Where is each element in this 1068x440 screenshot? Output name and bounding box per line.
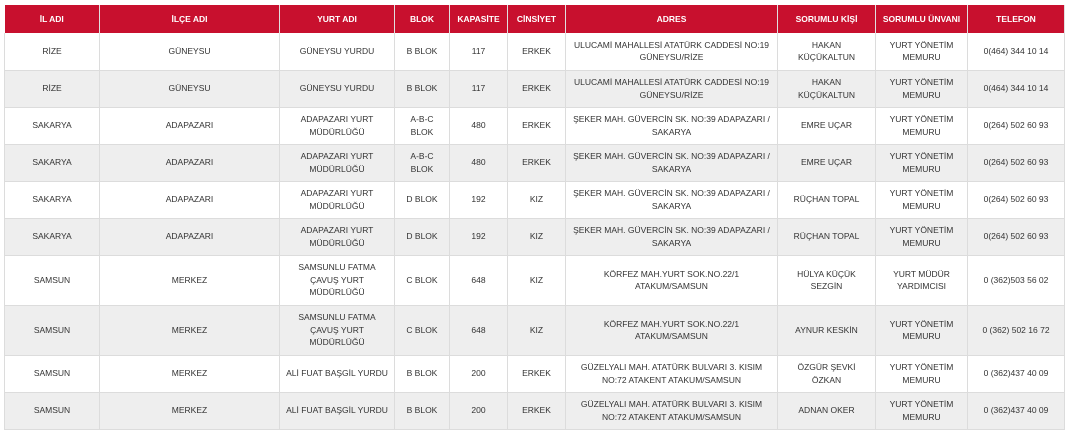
cell-sorumlu-kisi: RÜÇHAN TOPAL — [778, 181, 876, 218]
dormitory-table-container — [4, 5, 1064, 430]
column-adres[interactable]: ADRES — [566, 5, 778, 33]
cell-yurt-adi: SAMSUNLU FATMA ÇAVUŞ YURT MÜDÜRLÜĞÜ — [280, 305, 395, 355]
cell-telefon: 0 (362) 502 16 72 — [968, 305, 1065, 355]
cell-sorumlu-kisi: HAKAN KÜÇÜKALTUN — [778, 33, 876, 70]
cell-ilce-adi: ADAPAZARI — [100, 218, 280, 255]
cell-blok: B BLOK — [395, 355, 450, 392]
cell-yurt-adi: GÜNEYSU YURDU — [280, 70, 395, 107]
cell-yurt-adi: ADAPAZARI YURT MÜDÜRLÜĞÜ — [280, 144, 395, 181]
cell-il-adi: SAMSUN — [5, 355, 100, 392]
cell-kapasite: 200 — [450, 392, 508, 429]
cell-cinsiyet: KIZ — [508, 255, 566, 305]
table-body — [5, 33, 1065, 429]
cell-blok: C BLOK — [395, 305, 450, 355]
cell-ilce-adi: ADAPAZARI — [100, 144, 280, 181]
cell-cinsiyet: KIZ — [508, 305, 566, 355]
cell-blok: D BLOK — [395, 218, 450, 255]
table-row — [5, 305, 1065, 355]
cell-blok: B BLOK — [395, 33, 450, 70]
cell-adres: ŞEKER MAH. GÜVERCİN SK. NO:39 ADAPAZARI / SAKARYA — [566, 144, 778, 181]
cell-sorumlu-unvani: YURT YÖNETİM MEMURU — [876, 355, 968, 392]
cell-il-adi: RİZE — [5, 33, 100, 70]
cell-cinsiyet: ERKEK — [508, 355, 566, 392]
cell-yurt-adi: ALİ FUAT BAŞGİL YURDU — [280, 355, 395, 392]
cell-adres: ŞEKER MAH. GÜVERCİN SK. NO:39 ADAPAZARI / SAKARYA — [566, 181, 778, 218]
cell-blok: A-B-C BLOK — [395, 144, 450, 181]
cell-kapasite: 192 — [450, 181, 508, 218]
cell-telefon: 0 (362)437 40 09 — [968, 392, 1065, 429]
cell-ilce-adi: MERKEZ — [100, 305, 280, 355]
cell-telefon: 0(264) 502 60 93 — [968, 181, 1065, 218]
cell-kapasite: 648 — [450, 305, 508, 355]
cell-cinsiyet: KIZ — [508, 218, 566, 255]
cell-blok: D BLOK — [395, 181, 450, 218]
cell-sorumlu-kisi: EMRE UÇAR — [778, 144, 876, 181]
cell-adres: KÖRFEZ MAH.YURT SOK.NO.22/1 ATAKUM/SAMSUN — [566, 305, 778, 355]
cell-adres: ŞEKER MAH. GÜVERCİN SK. NO:39 ADAPAZARI / SAKARYA — [566, 107, 778, 144]
cell-ilce-adi: ADAPAZARI — [100, 181, 280, 218]
table-row — [5, 355, 1065, 392]
cell-telefon: 0 (362)437 40 09 — [968, 355, 1065, 392]
column-blok[interactable]: BLOK — [395, 5, 450, 33]
cell-sorumlu-kisi: ADNAN OKER — [778, 392, 876, 429]
column-kapasite[interactable]: KAPASİTE — [450, 5, 508, 33]
cell-yurt-adi: ADAPAZARI YURT MÜDÜRLÜĞÜ — [280, 218, 395, 255]
cell-il-adi: SAKARYA — [5, 181, 100, 218]
cell-il-adi: SAMSUN — [5, 255, 100, 305]
cell-cinsiyet: KIZ — [508, 181, 566, 218]
cell-sorumlu-unvani: YURT YÖNETİM MEMURU — [876, 144, 968, 181]
cell-cinsiyet: ERKEK — [508, 144, 566, 181]
cell-ilce-adi: MERKEZ — [100, 392, 280, 429]
cell-telefon: 0(264) 502 60 93 — [968, 218, 1065, 255]
cell-kapasite: 480 — [450, 107, 508, 144]
cell-sorumlu-kisi: AYNUR KESKİN — [778, 305, 876, 355]
cell-sorumlu-unvani: YURT YÖNETİM MEMURU — [876, 70, 968, 107]
cell-yurt-adi: SAMSUNLU FATMA ÇAVUŞ YURT MÜDÜRLÜĞÜ — [280, 255, 395, 305]
cell-blok: C BLOK — [395, 255, 450, 305]
cell-kapasite: 192 — [450, 218, 508, 255]
cell-sorumlu-unvani: YURT MÜDÜR YARDIMCISI — [876, 255, 968, 305]
cell-adres: ULUCAMİ MAHALLESİ ATATÜRK CADDESİ NO:19 GÜNEYSU/RİZE — [566, 70, 778, 107]
column-telefon[interactable]: TELEFON — [968, 5, 1065, 33]
cell-sorumlu-kisi: ÖZGÜR ŞEVKİ ÖZKAN — [778, 355, 876, 392]
column-yurt-adi[interactable]: YURT ADI — [280, 5, 395, 33]
cell-kapasite: 200 — [450, 355, 508, 392]
column-sorumlu-unvani[interactable]: SORUMLU ÜNVANI — [876, 5, 968, 33]
cell-adres: ULUCAMİ MAHALLESİ ATATÜRK CADDESİ NO:19 GÜNEYSU/RİZE — [566, 33, 778, 70]
column-ilce-adi[interactable]: İLÇE ADI — [100, 5, 280, 33]
cell-sorumlu-unvani: YURT YÖNETİM MEMURU — [876, 181, 968, 218]
cell-il-adi: RİZE — [5, 70, 100, 107]
cell-telefon: 0(464) 344 10 14 — [968, 33, 1065, 70]
cell-ilce-adi: GÜNEYSU — [100, 33, 280, 70]
cell-yurt-adi: ADAPAZARI YURT MÜDÜRLÜĞÜ — [280, 181, 395, 218]
cell-adres: ŞEKER MAH. GÜVERCİN SK. NO:39 ADAPAZARI / SAKARYA — [566, 218, 778, 255]
cell-sorumlu-unvani: YURT YÖNETİM MEMURU — [876, 392, 968, 429]
cell-yurt-adi: ADAPAZARI YURT MÜDÜRLÜĞÜ — [280, 107, 395, 144]
cell-ilce-adi: MERKEZ — [100, 355, 280, 392]
cell-yurt-adi: ALİ FUAT BAŞGİL YURDU — [280, 392, 395, 429]
table-row — [5, 255, 1065, 305]
cell-sorumlu-unvani: YURT YÖNETİM MEMURU — [876, 33, 968, 70]
cell-sorumlu-kisi: RÜÇHAN TOPAL — [778, 218, 876, 255]
cell-adres: GÜZELYALI MAH. ATATÜRK BULVARI 3. KISIM NO:72 ATAKENT ATAKUM/SAMSUN — [566, 355, 778, 392]
cell-sorumlu-unvani: YURT YÖNETİM MEMURU — [876, 107, 968, 144]
dormitory-table — [4, 5, 1065, 430]
cell-ilce-adi: GÜNEYSU — [100, 70, 280, 107]
cell-il-adi: SAMSUN — [5, 305, 100, 355]
cell-il-adi: SAKARYA — [5, 144, 100, 181]
cell-yurt-adi: GÜNEYSU YURDU — [280, 33, 395, 70]
cell-sorumlu-unvani: YURT YÖNETİM MEMURU — [876, 218, 968, 255]
table-row — [5, 181, 1065, 218]
table-row — [5, 392, 1065, 429]
cell-cinsiyet: ERKEK — [508, 33, 566, 70]
cell-telefon: 0 (362)503 56 02 — [968, 255, 1065, 305]
cell-cinsiyet: ERKEK — [508, 392, 566, 429]
table-row — [5, 144, 1065, 181]
cell-cinsiyet: ERKEK — [508, 70, 566, 107]
cell-kapasite: 648 — [450, 255, 508, 305]
table-row — [5, 218, 1065, 255]
table-row — [5, 107, 1065, 144]
cell-telefon: 0(264) 502 60 93 — [968, 107, 1065, 144]
table-row — [5, 70, 1065, 107]
cell-adres: KÖRFEZ MAH.YURT SOK.NO.22/1 ATAKUM/SAMSUN — [566, 255, 778, 305]
cell-sorumlu-kisi: EMRE UÇAR — [778, 107, 876, 144]
cell-adres: GÜZELYALI MAH. ATATÜRK BULVARI 3. KISIM NO:72 ATAKENT ATAKUM/SAMSUN — [566, 392, 778, 429]
table-row — [5, 33, 1065, 70]
cell-il-adi: SAKARYA — [5, 218, 100, 255]
cell-kapasite: 117 — [450, 70, 508, 107]
cell-blok: B BLOK — [395, 70, 450, 107]
cell-sorumlu-kisi: HAKAN KÜÇÜKALTUN — [778, 70, 876, 107]
cell-il-adi: SAMSUN — [5, 392, 100, 429]
column-sorumlu-kisi[interactable]: SORUMLU KİŞİ — [778, 5, 876, 33]
cell-cinsiyet: ERKEK — [508, 107, 566, 144]
cell-telefon: 0(264) 502 60 93 — [968, 144, 1065, 181]
column-il-adi[interactable]: İL ADI — [5, 5, 100, 33]
cell-ilce-adi: ADAPAZARI — [100, 107, 280, 144]
cell-ilce-adi: MERKEZ — [100, 255, 280, 305]
cell-blok: B BLOK — [395, 392, 450, 429]
cell-il-adi: SAKARYA — [5, 107, 100, 144]
cell-blok: A-B-C BLOK — [395, 107, 450, 144]
cell-sorumlu-unvani: YURT YÖNETİM MEMURU — [876, 305, 968, 355]
column-cinsiyet[interactable]: CİNSİYET — [508, 5, 566, 33]
table-header-row — [5, 5, 1065, 33]
cell-telefon: 0(464) 344 10 14 — [968, 70, 1065, 107]
cell-kapasite: 117 — [450, 33, 508, 70]
cell-kapasite: 480 — [450, 144, 508, 181]
cell-sorumlu-kisi: HÜLYA KÜÇÜK SEZGİN — [778, 255, 876, 305]
